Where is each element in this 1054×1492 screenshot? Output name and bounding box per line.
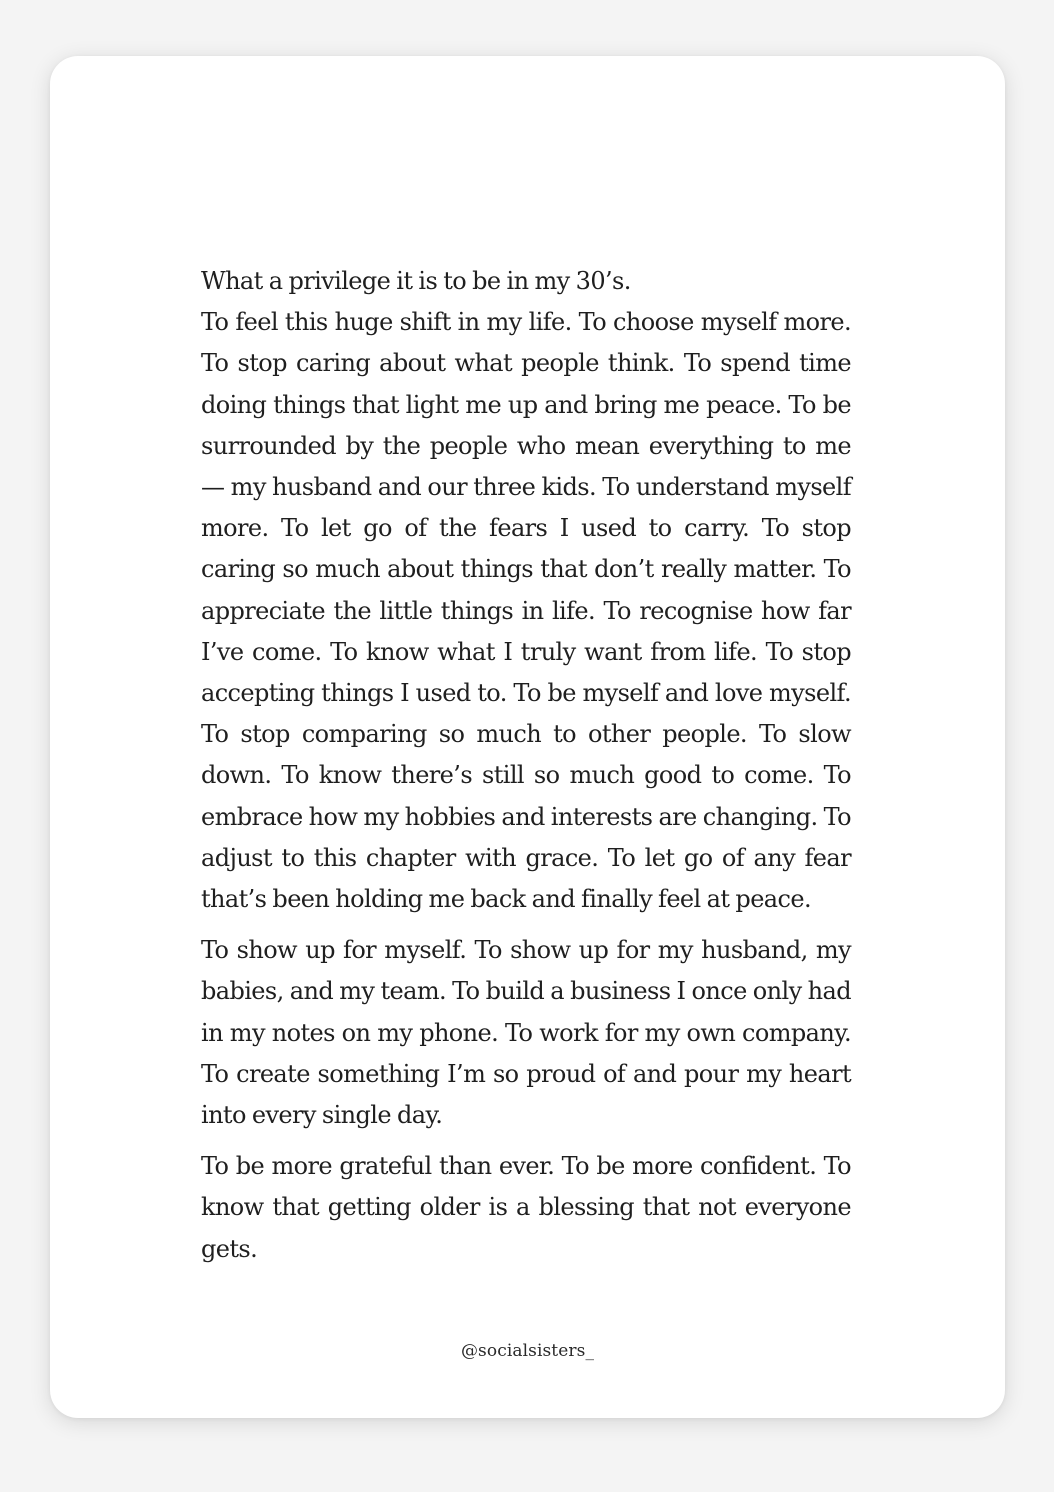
post-card bbox=[50, 56, 1005, 1418]
author-handle: @socialsisters_ bbox=[460, 1341, 595, 1361]
paragraph-1: To feel this huge shift in my life. To choose myself more. To stop caring about what people think. To spend time doing things that light me up and bring me peace. To be surrounded by the people who mean everything to me — my husband and our three kids. To understand myself more. To let go of the fears I used to carry. To stop caring so much about things that don’t really matter. To appreciate the little things in life. To recognise how far I’ve come. To know what I truly want from life. To stop accepting things I used to. To be myself and love myself. To stop comparing so much to other people. To slow down. To know there’s still so much good to come. To embrace how my hobbies and interests are changing. To adjust to this chapter with grace. To let go of any fear that’s been holding me back and finally feel at peace. bbox=[201, 308, 851, 914]
post-body bbox=[201, 261, 851, 1270]
paragraph-3: To be more grateful than ever. To be more confident. To know that getting older is a blessing that not everyone gets. bbox=[201, 1152, 851, 1263]
paragraph-2: To show up for myself. To show up for my husband, my babies, and my team. To build a business I once only had in my notes on my phone. To work for my own company. To create something I’m so proud of and pour my heart into every single day. bbox=[201, 936, 851, 1130]
opening-line: What a privilege it is to be in my 30’s. bbox=[201, 267, 631, 295]
